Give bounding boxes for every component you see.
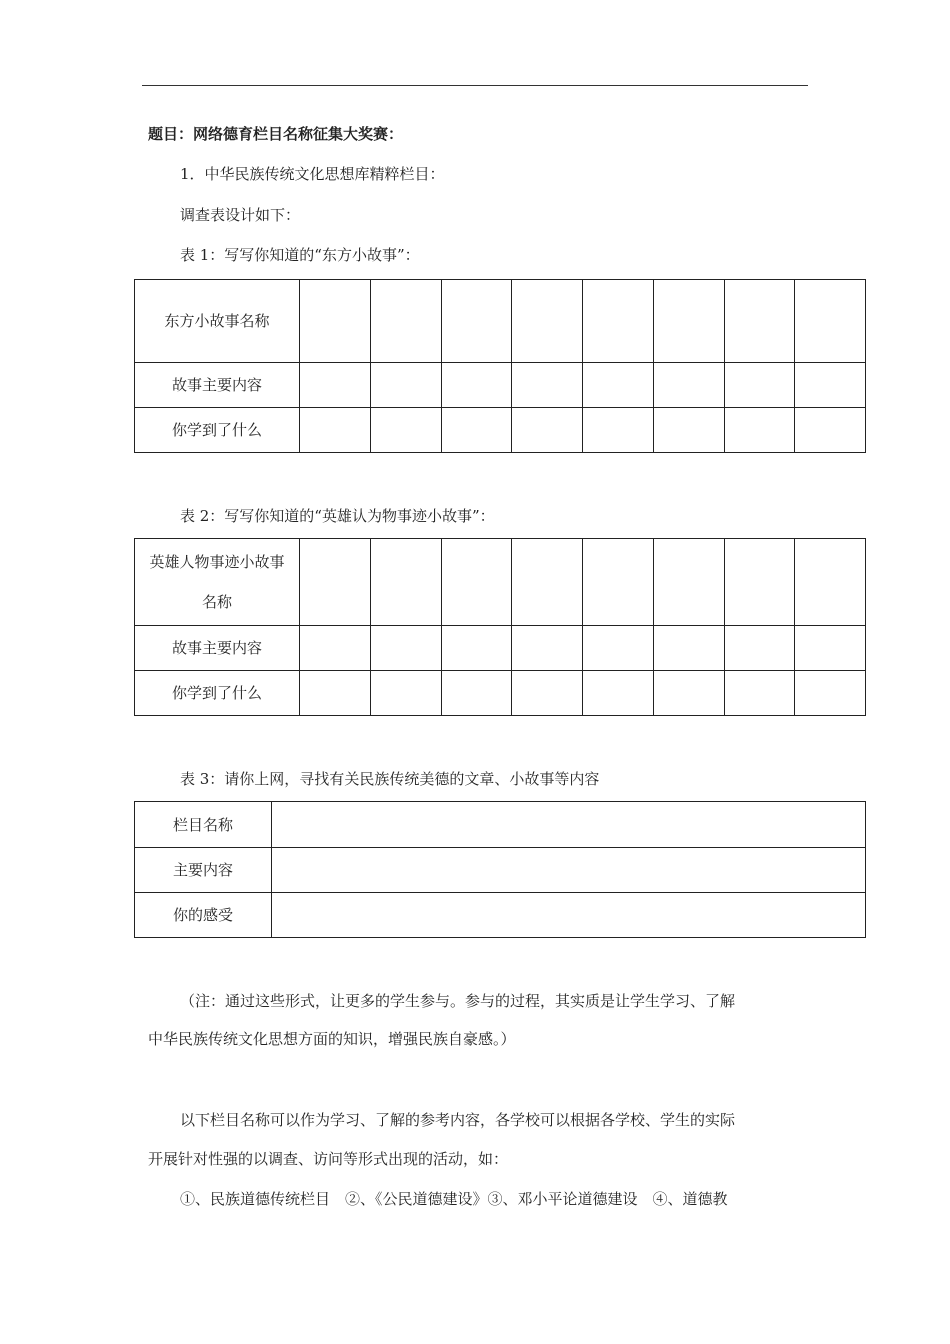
table-3 [134, 801, 866, 938]
blank-cell[interactable] [653, 363, 724, 408]
blank-cell[interactable] [795, 363, 866, 408]
para-line-3: ①、民族道德传统栏目 ②、《公民道德建设》③、邓小平论道德建设 ④、道德教 [180, 1190, 728, 1208]
table-row [135, 671, 866, 716]
blank-cell[interactable] [441, 280, 512, 363]
table-row [135, 539, 866, 626]
header-rule [142, 85, 808, 86]
blank-cell[interactable] [441, 539, 512, 626]
table-2 [134, 538, 866, 716]
table1-row-label: 你学到了什么 [135, 408, 300, 453]
para-line-2: 开展针对性强的以调查、访问等形式出现的活动，如： [148, 1150, 509, 1168]
survey-intro: 调查表设计如下： [180, 206, 301, 224]
blank-cell[interactable] [441, 671, 512, 716]
note-line-1: （注：通过这些形式，让更多的学生参与。参与的过程，其实质是让学生学习、了解 [180, 992, 736, 1010]
blank-cell[interactable] [653, 408, 724, 453]
para-line-1: 以下栏目名称可以作为学习、了解的参考内容，各学校可以根据各学校、学生的实际 [180, 1111, 736, 1129]
blank-cell[interactable] [441, 626, 512, 671]
table1-row-label: 故事主要内容 [135, 363, 300, 408]
blank-cell[interactable] [583, 408, 654, 453]
table2-caption: 表 2：写写你知道的“英雄认为物事迹小故事”： [180, 507, 495, 525]
table2-row-label: 英雄人物事迹小故事名称 [135, 539, 300, 626]
blank-cell[interactable] [370, 408, 441, 453]
table-row [135, 280, 866, 363]
blank-cell[interactable] [512, 408, 583, 453]
blank-cell[interactable] [795, 671, 866, 716]
blank-cell[interactable] [300, 280, 371, 363]
blank-cell[interactable] [583, 626, 654, 671]
table-row [135, 802, 866, 848]
blank-cell[interactable] [583, 280, 654, 363]
blank-cell[interactable] [512, 363, 583, 408]
blank-cell[interactable] [724, 626, 795, 671]
blank-cell[interactable] [583, 539, 654, 626]
table1-row-label: 东方小故事名称 [135, 280, 300, 363]
blank-cell[interactable] [300, 626, 371, 671]
blank-cell[interactable] [300, 671, 371, 716]
blank-cell[interactable] [272, 893, 866, 938]
table3-row-label: 栏目名称 [135, 802, 272, 848]
table-row [135, 626, 866, 671]
table1-caption: 表 1：写写你知道的“东方小故事”： [180, 246, 420, 264]
blank-cell[interactable] [441, 408, 512, 453]
table3-row-label: 你的感受 [135, 893, 272, 938]
blank-cell[interactable] [370, 363, 441, 408]
blank-cell[interactable] [795, 280, 866, 363]
blank-cell[interactable] [724, 280, 795, 363]
table3-row-label: 主要内容 [135, 848, 272, 893]
blank-cell[interactable] [370, 539, 441, 626]
blank-cell[interactable] [795, 408, 866, 453]
blank-cell[interactable] [300, 363, 371, 408]
blank-cell[interactable] [512, 280, 583, 363]
table2-row-label: 你学到了什么 [135, 671, 300, 716]
table-row [135, 363, 866, 408]
blank-cell[interactable] [370, 280, 441, 363]
blank-cell[interactable] [653, 280, 724, 363]
blank-cell[interactable] [300, 408, 371, 453]
table-row [135, 408, 866, 453]
blank-cell[interactable] [724, 671, 795, 716]
blank-cell[interactable] [583, 671, 654, 716]
table-row [135, 893, 866, 938]
blank-cell[interactable] [724, 363, 795, 408]
blank-cell[interactable] [724, 539, 795, 626]
blank-cell[interactable] [512, 539, 583, 626]
table3-caption: 表 3：请你上网，寻找有关民族传统美德的文章、小故事等内容 [180, 770, 600, 788]
blank-cell[interactable] [272, 848, 866, 893]
item-1: 1．中华民族传统文化思想库精粹栏目： [180, 165, 445, 183]
blank-cell[interactable] [512, 671, 583, 716]
blank-cell[interactable] [300, 539, 371, 626]
blank-cell[interactable] [724, 408, 795, 453]
blank-cell[interactable] [441, 363, 512, 408]
blank-cell[interactable] [512, 626, 583, 671]
blank-cell[interactable] [272, 802, 866, 848]
blank-cell[interactable] [370, 671, 441, 716]
note-line-2: 中华民族传统文化思想方面的知识，增强民族自豪感。） [148, 1030, 516, 1048]
blank-cell[interactable] [653, 626, 724, 671]
blank-cell[interactable] [795, 539, 866, 626]
blank-cell[interactable] [653, 539, 724, 626]
table-row [135, 848, 866, 893]
blank-cell[interactable] [370, 626, 441, 671]
table-1 [134, 279, 866, 453]
table2-row-label: 故事主要内容 [135, 626, 300, 671]
blank-cell[interactable] [795, 626, 866, 671]
blank-cell[interactable] [583, 363, 654, 408]
page-title: 题目：网络德育栏目名称征集大奖赛： [148, 125, 404, 143]
blank-cell[interactable] [653, 671, 724, 716]
